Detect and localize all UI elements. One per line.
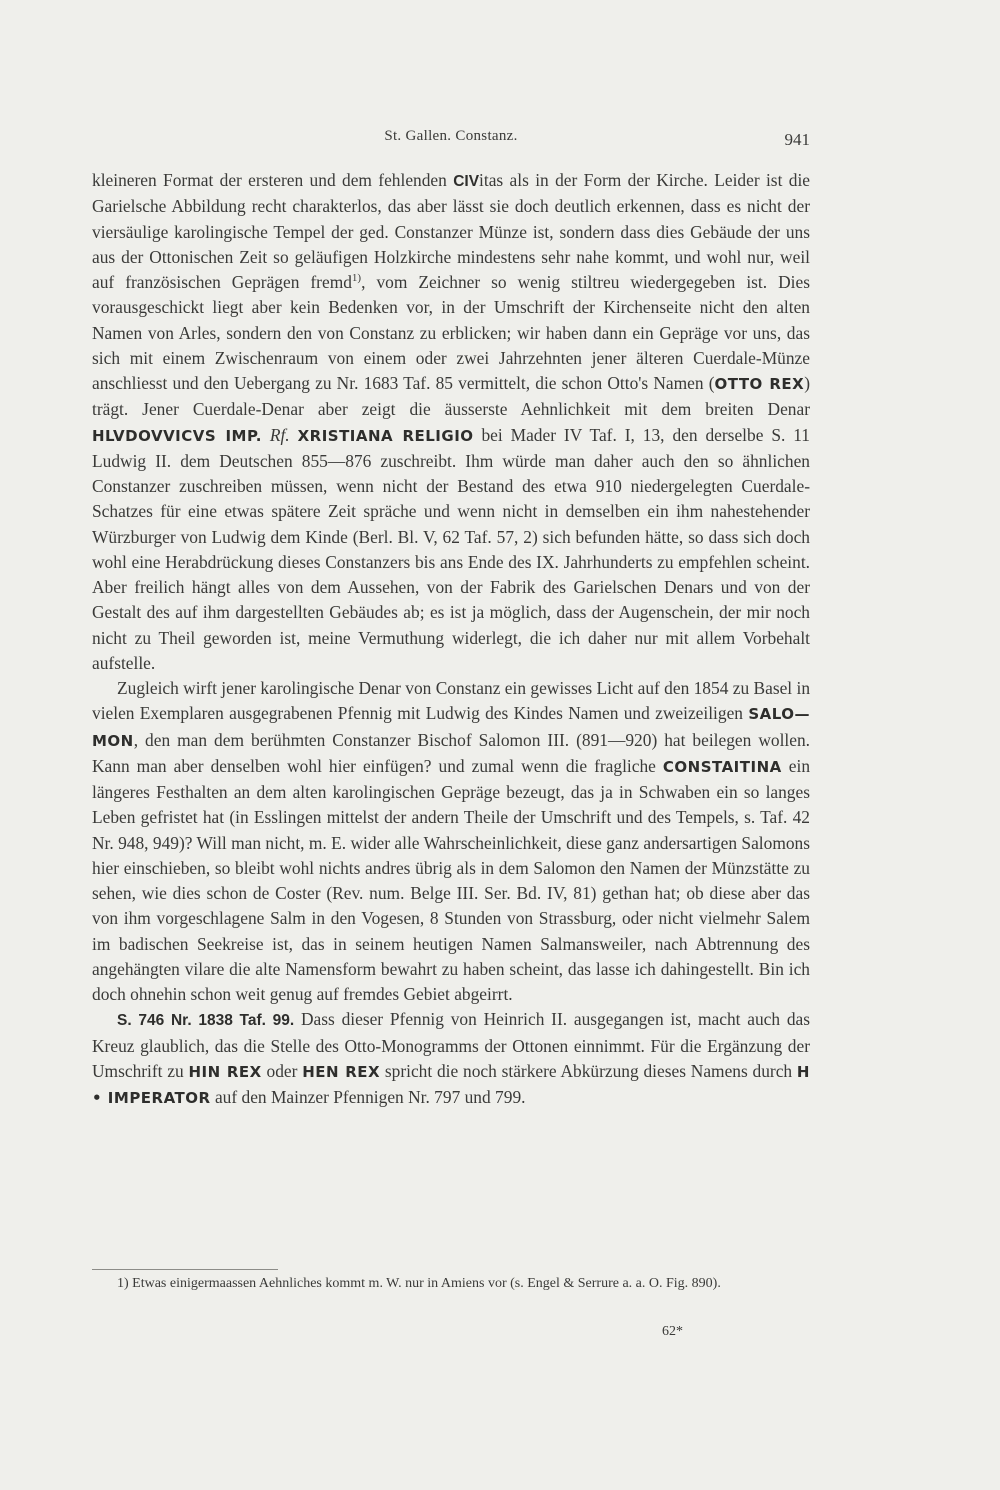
plate-reference: S. 746 Nr. 1838 Taf. 99. bbox=[117, 1012, 295, 1030]
text-run: als in der Form der Kirche. Leider ist die Garielsche Abbildung recht charakterlos, das aber lässt sie doch deutlich erkennen, dass es nicht der viersäulige karolingische Tempel der ged. Constanzer Münze ist, sondern dass dies Gebäude der uns aus der Ottonischen Zeit so geläufigen Holzkirche mindestens sehr nahe kommt, und wohl nur, weil auf französischen Geprägen fremd bbox=[92, 170, 810, 292]
text-run: auf den Mainzer Pfennigen Nr. 797 und 799. bbox=[210, 1087, 526, 1107]
footnote-reference: 1) bbox=[351, 272, 362, 285]
text-run bbox=[262, 425, 270, 445]
footnotes bbox=[92, 1274, 810, 1294]
text-run: kleineren Format der ersteren und dem fehlenden bbox=[92, 170, 454, 190]
coin-legend-hen-rex: HEN REX bbox=[302, 1062, 381, 1081]
page-number: 941 bbox=[784, 130, 810, 149]
text-run: oder bbox=[261, 1060, 303, 1081]
coin-legend-hludovvicus: HLVDOVVICVS IMP. bbox=[92, 426, 262, 445]
paragraph-1 bbox=[92, 168, 810, 676]
signature-mark: 62* bbox=[662, 1324, 683, 1339]
text-run bbox=[290, 425, 298, 445]
paragraph-3 bbox=[92, 1007, 810, 1111]
text-run: itas bbox=[479, 170, 504, 190]
coin-legend-h-imperator: H • IMPERATOR bbox=[92, 1062, 810, 1107]
coin-legend-xristiana: XRISTIANA RELIGIO bbox=[297, 426, 474, 445]
page-header bbox=[92, 122, 810, 152]
coin-legend-constaitina: CONSTAITINA bbox=[662, 757, 782, 776]
text-run: spricht die noch stärkere Abkürzung dieses Namens durch bbox=[380, 1060, 797, 1081]
text-run: , vom Zeichner so wenig stiltreu wiedergegeben ist. Dies vorausgeschickt liegt aber kein Bedenken vor, in der Umschrift der Kirchenseite nicht den alten Namen von Arles, sondern den von Constanz zu erblicken; wir haben dann ein Gepräge vor uns, das sich mit einem Zwischenraum von einem oder zwei Jahrzehnten jener älteren Cuerdale-Münze anschliesst und den Uebergang zu Nr. 1683 Taf. 85 vermittelt, die schon Otto's Namen ( bbox=[92, 272, 810, 393]
text-run: bei Mader IV Taf. I, 13, den derselbe S. 11 Ludwig II. dem Deutschen 855—876 zuschreibt. Ihm würde man daher auch den so ähnlichen Constanzer zuschreiben müssen, wenn nicht der Bestand des etwa 910 niedergelegten Cuerdale-Schatzes für eine etwas spätere Zeit spräche und wenn nicht in demselben ein ihm nahestehender Würzburger von Ludwig dem Kinde (Berl. Bl. V, 62 Taf. 57, 2) sich befunden hätte, so dass sich doch wohl eine Herabdrückung dieses Constanzers bis ans Ende des IX. Jahrhunderts zu empfehlen scheint. Aber freilich hängt alles von dem Aussehen, von der Fabrik des Garielschen Denars und von der Gestalt des auf ihm dargestellten Gebäudes ab; es ist ja möglich, dass der Augenschein, der mir noch nicht zu Theil geworden ist, meine Vermuthung widerlegt, die ich daher nur mit allem Vorbehalt aufstelle. bbox=[92, 424, 811, 673]
coin-legend-salomon: SALO—MON bbox=[92, 705, 810, 750]
footnote-1: 1) Etwas einigermaassen Aehnliches kommt m. W. nur in Amiens vor (s. Engel & Serrure a. a. O. Fig. 890). bbox=[117, 1276, 721, 1291]
reverse-abbreviation: Rf. bbox=[269, 424, 290, 445]
main-text bbox=[92, 168, 810, 1111]
footnote-divider bbox=[92, 1269, 278, 1270]
text-run: , den man dem berühmten Constanzer Bischof Salomon III. (891—920) hat beilegen wollen. Kann man aber denselben wohl hier einfügen? und zumal wenn die fragliche bbox=[92, 729, 810, 776]
coin-legend-otto-rex: OTTO REX bbox=[714, 375, 805, 393]
coin-legend-hin-rex: HIN REX bbox=[188, 1062, 262, 1081]
coin-legend-civitas: CIV bbox=[453, 173, 480, 190]
running-head: St. Gallen. Constanz. bbox=[384, 128, 518, 144]
text-run: Zugleich wirft jener karolingische Denar von Constanz ein gewisses Licht auf den 1854 zu Basel in vielen Exemplaren ausgegrabenen Pfennig mit Ludwig des Kindes Namen und zweizeiligen bbox=[92, 678, 811, 724]
paragraph-2 bbox=[92, 676, 810, 1007]
text-run: ein längeres Festhalten an dem alten karolingischen Gepräge bezeugt, das ja in Schwaben ein so langes Leben gefristet hat (in Esslingen mittelst der andern Theile der Umschrift und des Tempels, s. Taf. 42 Nr. 948, 949)? Will man nicht, m. E. wider alle Wahrscheinlichkeit, diese ganz andersartigen Salomons hier einschieben, so bleibt wohl nichts andres übrig als in dem Salomon den Namen der Münzstätte zu sehen, wie dies schon de Coster (Rev. num. Belge III. Ser. Bd. IV, 81) gethan hat; ob diese aber das von ihm vorgeschlagene Salm in den Vogesen, 8 Stunden von Strassburg, oder nicht vielmehr Salem im badischen Seekreise ist, das in seinem heutigen Namen Salmansweiler, nach Abtrennung des angehängten vilare die alte Namensform bewahrt zu haben scheint, das lasse ich dahingestellt. Bin ich doch ohnehin schon weit genug auf fremdes Gebiet abgeirrt. bbox=[92, 755, 811, 1004]
text-run: Dass dieser Pfennig von Heinrich II. ausgegangen ist, macht auch das Kreuz glaublich, das die Stelle des Otto-Monogramms der Ottonen einnimmt. Für die Ergänzung der Umschrift zu bbox=[92, 1009, 811, 1081]
text-run: ) trägt. Jener Cuerdale-Denar aber zeigt die äusserste Aehnlichkeit mit dem breiten Denar bbox=[92, 373, 810, 420]
